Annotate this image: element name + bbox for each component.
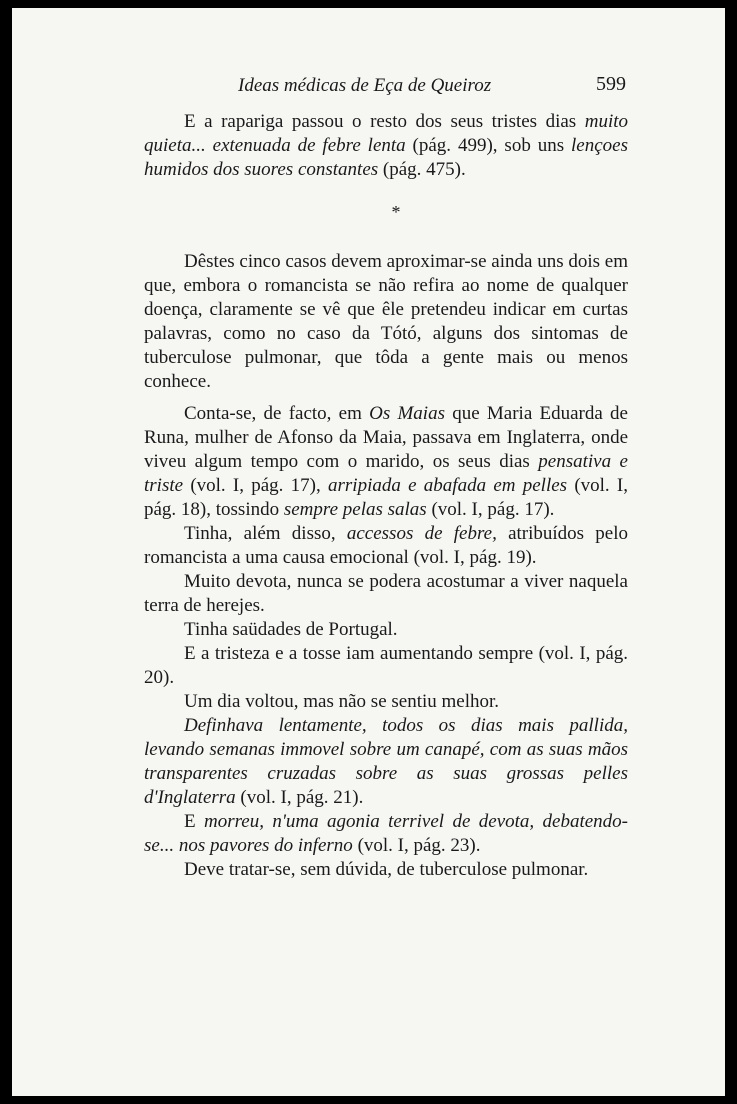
p10-text-c: (vol. I, pág. 23). — [352, 835, 481, 856]
running-head — [144, 66, 628, 110]
paragraph-6: Tinha saüdades de Portugal. — [184, 619, 398, 640]
paragraph-3 — [144, 402, 628, 522]
p1-text-c: (pág. 499), sob uns — [405, 135, 572, 156]
p9-text-b: (vol. I, pág. 21). — [235, 787, 364, 808]
p3-italic-b: Os Maias — [369, 403, 445, 424]
p1-text-a: E a rapariga passou o resto dos seus tristes dias — [184, 111, 585, 132]
p3-italic-f: arripiada e abafada em pelles — [328, 475, 568, 496]
paragraph-8: Um dia voltou, mas não se sentiu melhor. — [184, 691, 500, 712]
p10-italic-b: morreu, n'uma agonia terrivel de devota, debatendo-se... nos pavores do inferno — [144, 811, 628, 856]
p3-text-a: Conta-se, de facto, em — [184, 403, 370, 424]
p3-text-c: que Maria Eduarda de Runa, mulher de Afonso da Maia, passava em Inglaterra, onde viveu algum tempo com o marido, os seus dias — [144, 403, 628, 472]
section-ornament: * — [391, 202, 401, 222]
p4-text-c: atribuídos pelo romancista a uma causa emocional (vol. I, pág. 19). — [144, 523, 629, 568]
paragraph-9 — [144, 714, 628, 810]
p3-text-e: (vol. I, pág. 17), — [183, 475, 329, 496]
running-title: Ideas médicas de Eça de Queiroz — [238, 75, 492, 96]
p3-italic-d: pensativa e triste — [144, 451, 628, 496]
paragraph-10 — [144, 810, 628, 858]
p1-italic-d: lençoes humidos dos suores constantes — [144, 135, 628, 180]
book-page — [12, 8, 725, 1096]
paragraph-7: E a tristeza e a tosse iam aumentando sempre (vol. I, pág. 20). — [144, 643, 628, 688]
p1-italic-b: muito quieta... extenuada de febre lenta — [144, 111, 628, 156]
p1-text-e: (pág. 475). — [378, 159, 466, 180]
p9-italic-a: Definhava lentamente, todos os dias mais pallida, levando semanas immovel sobre um canapé, com as suas mãos transparentes cruzadas sobre as suas grossas pelles d'Inglaterra — [144, 715, 628, 808]
p3-italic-h: sempre pelas salas — [283, 499, 427, 520]
page-content — [144, 66, 628, 882]
p4-italic-b: accessos de febre, — [346, 523, 497, 544]
paragraph-5: Muito devota, nunca se podera acostumar a viver naquela terra de herejes. — [144, 571, 628, 616]
p10-text-a: E — [184, 811, 204, 832]
p4-text-a: Tinha, além disso, — [184, 523, 347, 544]
paragraph-1 — [144, 110, 628, 182]
paragraph-11: Deve tratar-se, sem dúvida, de tuberculose pulmonar. — [184, 859, 589, 880]
paragraph-2: Dêstes cinco casos devem aproximar-se ainda uns dois em que, embora o romancista se não refira ao nome de qualquer doença, claramente se vê que êle pretendeu indicar em curtas palavras, como no caso da Tótó, alguns dos sintomas de tuberculose pulmonar, que tôda a gente mais ou menos conhece. — [144, 251, 628, 392]
p3-text-i: (vol. I, pág. 17). — [426, 499, 555, 520]
p3-text-g: (vol. I, pág. 18), tossindo — [144, 475, 628, 520]
paragraph-4 — [144, 522, 628, 570]
page-number: 599 — [596, 73, 626, 95]
